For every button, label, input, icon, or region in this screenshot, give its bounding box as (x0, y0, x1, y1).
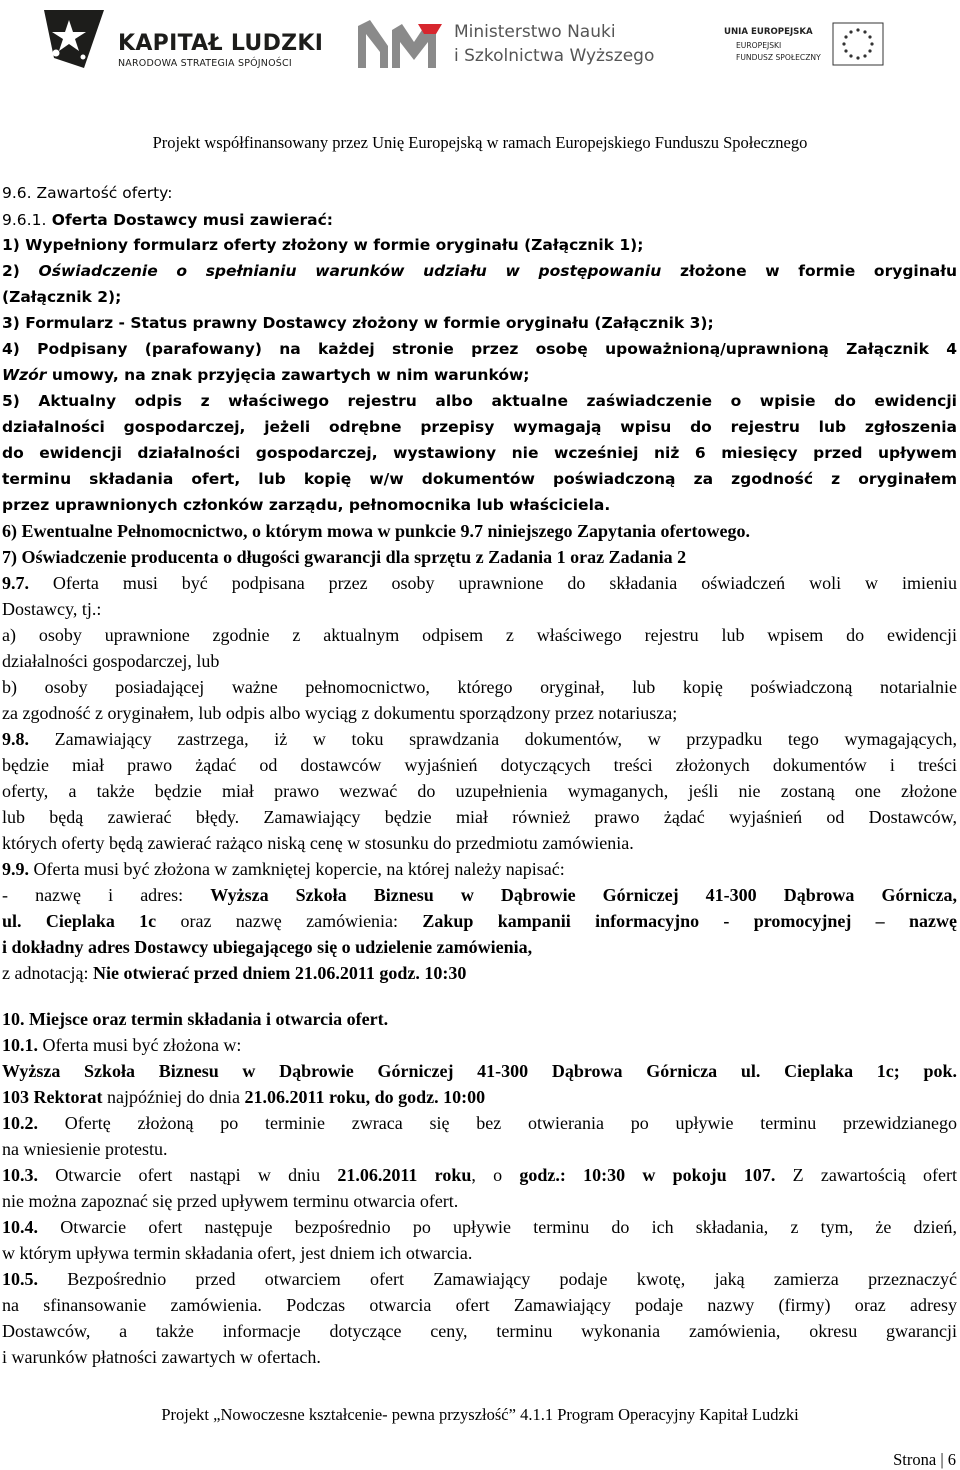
section-9-9: 9.9. Oferta musi być złożona w zamkniętej kopercie, na której należy napisać: (2, 859, 565, 879)
section-10-2: 10.2. Ofertę złożoną po terminie zwraca się bez otwierania po upływie terminu przewidzianego (2, 1113, 957, 1133)
list-item-1: 1) Wypełniony formularz oferty złożony w formie oryginału (Załącznik 1); (2, 236, 644, 254)
eu-name-line1: UNIA EUROPEJSKA (724, 27, 813, 37)
section-10-4: 10.4. Otwarcie ofert następuje bezpośrednio po upływie terminu do ich składania, z tym, że dzień, (2, 1217, 957, 1237)
ministry-name-line2: i Szkolnictwa Wyższego (454, 46, 655, 66)
section-10-1: 10.1. Oferta musi być złożona w: (2, 1035, 242, 1055)
eu-logo (722, 22, 892, 72)
section-10-heading: 10. Miejsce oraz termin składania i otwarcia ofert. (2, 1009, 389, 1029)
list-item-5-cont: do ewidencji działalności gospodarczej, wystawiony nie wcześniej niż 6 miesięcy przed upływem (2, 444, 957, 462)
section-9-7-b: b) osoby posiadającej ważne pełnomocnictwo, którego oryginał, lub kopię poświadczoną notarialnie (2, 677, 957, 697)
section-9-7-a-cont: działalności gospodarczej, lub (2, 651, 220, 671)
ministry-name-line1: Ministerstwo Nauki (454, 22, 616, 42)
section-label: 10.5. (2, 1269, 38, 1289)
section-label: 9.8. (2, 729, 29, 749)
list-item-4: 4) Podpisany (parafowany) na każdej stronie przez osobę upoważnioną/uprawnioną Załącznik 4 (2, 340, 957, 358)
list-item-3: 3) Formularz - Status prawny Dostawcy złożony w formie oryginału (Załącznik 3); (2, 314, 714, 332)
kapital-ludzki-star-icon (38, 4, 110, 74)
section-10-1-address: Wyższa Szkoła Biznesu w Dąbrowie Górniczej 41-300 Dąbrowa Górnicza ul. Cieplaka 1c; pok. (2, 1061, 957, 1081)
section-9-6: 9.6. Zawartość oferty: (2, 184, 173, 202)
section-9-6-1: 9.6.1. Oferta Dostawcy musi zawierać: (2, 211, 333, 229)
section-9-9-cont: i dokładny adres Dostawcy ubiegającego się o udzielenie zamówienia, (2, 937, 533, 957)
page-number: Strona | 6 (893, 1450, 956, 1469)
list-item-7: 7) Oświadczenie producenta o długości gwarancji dla sprzętu z Zadania 1 oraz Zadania 2 (2, 547, 687, 567)
kapital-ludzki-logo (38, 4, 328, 78)
section-10-2-cont: na wniesienie protestu. (2, 1139, 168, 1159)
list-item-5-cont: przez uprawnionych członków zarządu, pełnomocnika lub właściciela. (2, 496, 611, 514)
section-label: 9.7. (2, 573, 29, 593)
ministry-logo (358, 16, 668, 76)
section-9-8-cont: będzie miał prawo żądać od dostawców wyjaśnień dotyczących treści złożonych dokumentów i treści (2, 755, 957, 775)
section-10-5: 10.5. Bezpośrednio przed otwarciem ofert Zamawiający podaje kwotę, jaką zamierza przeznaczyć (2, 1269, 957, 1289)
section-label: 9.6. (2, 184, 32, 202)
section-label: 10.3. (2, 1165, 38, 1185)
section-10-3: 10.3. Otwarcie ofert nastąpi w dniu 21.06.2011 roku, o godz.: 10:30 w pokoju 107. Z zawartością ofert (2, 1165, 957, 1185)
section-10-5-cont: na sfinansowanie zamówienia. Podczas otwarcia ofert Zamawiający podaje nazwy (firmy) oraz adresy (2, 1295, 957, 1315)
section-9-8: 9.8. Zamawiający zastrzega, iż w toku sprawdzania dokumentów, w przypadku tego wymagających, (2, 729, 957, 749)
eu-name-line2: EUROPEJSKI (736, 41, 782, 50)
section-label: 9.6.1. (2, 211, 47, 229)
section-9-9-address: - nazwę i adres: Wyższa Szkoła Biznesu w Dąbrowie Górniczej 41-300 Dąbrowa Górnicza, (2, 885, 957, 905)
section-9-7-a: a) osoby uprawnione zgodnie z aktualnym odpisem z właściwego rejestru lub wpisem do ewidencji (2, 625, 957, 645)
header-logos (0, 0, 960, 110)
section-9-8-cont: których oferty będą zawierać rażąco niską cenę w stosunku do przedmiotu zamówienia. (2, 833, 634, 853)
kapital-ludzki-name: KAPITAŁ LUDZKI (118, 31, 324, 56)
section-10-3-cont: nie można zapoznać się przed upływem terminu otwarcia ofert. (2, 1191, 459, 1211)
section-label: 10.4. (2, 1217, 38, 1237)
ministry-mark-icon (358, 20, 442, 68)
spacer (2, 986, 957, 1006)
list-item-4-cont: Wzór umowy, na znak przyjęcia zawartych w nim warunków; (2, 366, 530, 384)
section-10-1-deadline: 103 Rektorat najpóźniej do dnia 21.06.2011 roku, do godz. 10:00 (2, 1087, 486, 1107)
section-9-9-annotation: z adnotacją: Nie otwierać przed dniem 21.06.2011 godz. 10:30 (2, 963, 467, 983)
section-9-7-cont: Dostawcy, tj.: (2, 599, 102, 619)
section-10-5-cont: i warunków płatności zawartych w ofertach. (2, 1347, 321, 1367)
eu-name-line3: FUNDUSZ SPOŁECZNY (736, 53, 821, 62)
section-9-8-cont: lub będą zawierać błędy. Zamawiający będzie miał również prawo żądać wyjaśnień od Dostawców, (2, 807, 957, 827)
list-item-5-cont: terminu składania ofert, lub kopię w/w dokumentów poświadczoną za zgodność z oryginałem (2, 470, 957, 488)
section-10-5-cont: Dostawców, a także informacje dotyczące ceny, terminu wykonania zamówienia, okresu gwarancji (2, 1321, 957, 1341)
section-label: 9.9. (2, 859, 29, 879)
list-item-5-cont: działalności gospodarczej, jeżeli odrębne przepisy wymagają wpisu do rejestru lub zgłoszenia (2, 418, 957, 436)
footer-project-name: Projekt „Nowoczesne kształcenie- pewna przyszłość” 4.1.1 Program Operacyjny Kapitał Ludzki (161, 1405, 799, 1424)
section-label: 10.1. (2, 1035, 38, 1055)
kapital-ludzki-subtitle: NARODOWA STRATEGIA SPÓJNOŚCI (118, 58, 292, 69)
list-item-5: 5) Aktualny odpis z właściwego rejestru albo aktualne zaświadczenie o wpisie do ewidencji (2, 392, 957, 410)
section-9-7: 9.7. Oferta musi być podpisana przez osoby uprawnione do składania oświadczeń woli w imieniu (2, 573, 957, 593)
eu-flag-icon (832, 22, 884, 66)
cofinancing-note: Projekt współfinansowany przez Unię Europejską w ramach Europejskiego Funduszu Społecznego (152, 133, 808, 152)
section-9-9-order-name: ul. Cieplaka 1c oraz nazwę zamówienia: Zakup kampanii informacyjno - promocyjnej – nazwę (2, 911, 957, 931)
section-9-8-cont: oferty, a także będzie miał prawo wezwać do uzupełnienia wymaganych, jeśli nie zostaną one złożone (2, 781, 957, 801)
list-item-6: 6) Ewentualne Pełnomocnictwo, o którym mowa w punkcie 9.7 niniejszego Zapytania ofertowego. (2, 521, 750, 541)
section-label: 10.2. (2, 1113, 38, 1133)
list-item-2: 2) Oświadczenie o spełnianiu warunków udziału w postępowaniu złożone w formie oryginału (2, 262, 957, 280)
section-9-7-b-cont: za zgodność z oryginałem, lub odpis albo wyciąg z dokumentu sporządzony przez notariusza; (2, 703, 678, 723)
section-10-4-cont: w którym upływa termin składania ofert, jest dniem ich otwarcia. (2, 1243, 473, 1263)
list-item-2-cont: (Załącznik 2); (2, 288, 122, 306)
document-body (2, 180, 957, 1370)
